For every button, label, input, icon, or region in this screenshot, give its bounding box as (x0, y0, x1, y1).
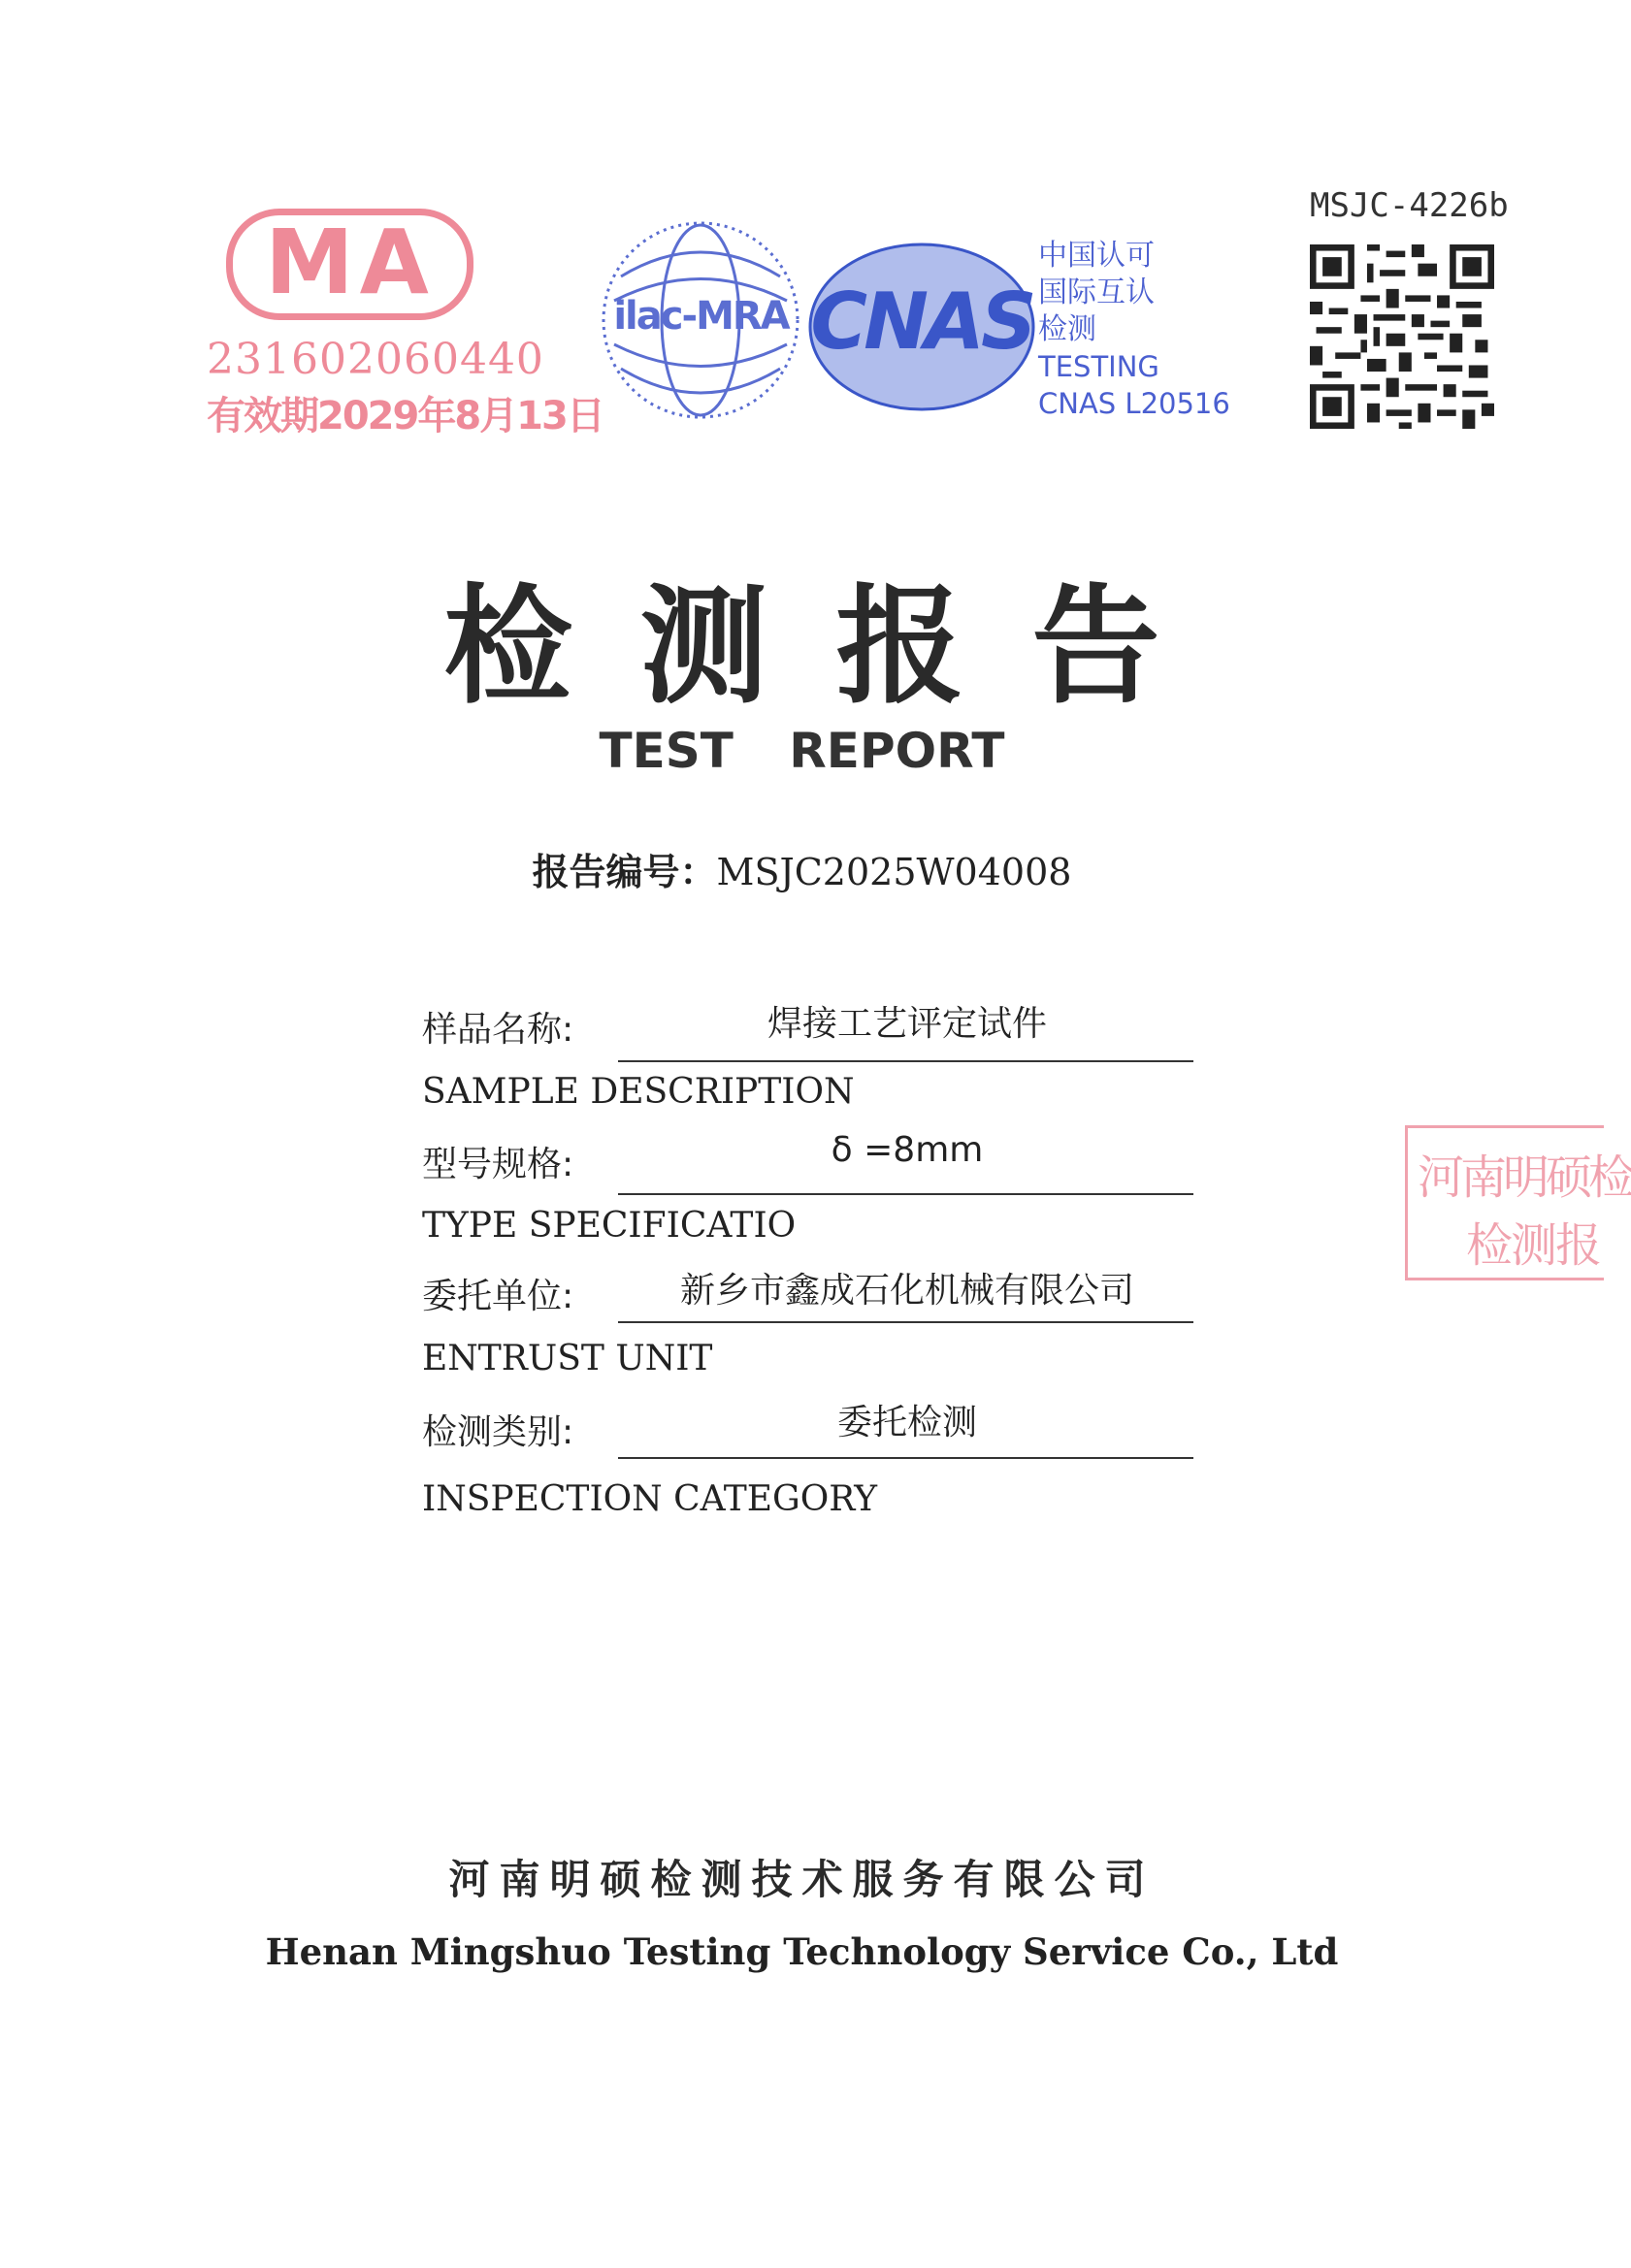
report-title-en: TEST REPORT (599, 723, 1005, 779)
ma-certificate-number: 231602060440 (207, 335, 544, 384)
cnas-line4: TESTING (1038, 350, 1159, 383)
company-name-cn: 河南明硕检测技术服务有限公司 (448, 1856, 1156, 1903)
cnas-logo-text: CNAS (810, 276, 1033, 367)
report-number-value: MSJC2025W04008 (716, 851, 1072, 893)
inspection-category-en-label: INSPECTION CATEGORY (422, 1479, 878, 1519)
type-spec-value: δ =8mm (831, 1130, 984, 1170)
seam-stamp-line1: 河南明硕检 (1418, 1150, 1631, 1205)
document-code: MSJC-4226b (1310, 186, 1509, 225)
seam-stamp (1405, 1125, 1631, 1280)
cnas-line5: CNAS L20516 (1038, 387, 1230, 420)
report-number (0, 842, 1604, 895)
report-number-label: 报告编号： (532, 851, 717, 893)
seam-stamp-line2: 检测报 (1466, 1218, 1601, 1273)
ilac-mra-text: ilac-MRA (613, 294, 789, 339)
cnas-line3: 检测 (1038, 312, 1096, 346)
cnas-accreditation-text (1038, 238, 1230, 422)
cnas-line1: 中国认可 (1038, 239, 1155, 273)
report-title-cn: 检测报告 (443, 571, 1228, 722)
type-specification-label: TYPE SPECIFICATIO (422, 1206, 797, 1246)
inspection-category-label: 检测类别: (422, 1412, 574, 1452)
sample-name-underline (618, 1060, 1193, 1062)
entrust-unit-underline (618, 1321, 1193, 1323)
ma-certification-stamp (199, 199, 603, 451)
sample-name-label: 样品名称: (422, 1010, 574, 1050)
entrust-unit-en-label: ENTRUST UNIT (422, 1339, 713, 1378)
company-name-en: Henan Mingshuo Testing Technology Service Co., Ltd (265, 1930, 1339, 1973)
sample-description-label: SAMPLE DESCRIPTION (422, 1072, 855, 1112)
ilac-mra-stamp (597, 209, 805, 432)
cnas-line2: 国际互认 (1038, 275, 1155, 309)
inspection-category-value: 委托检测 (836, 1403, 977, 1442)
type-spec-label: 型号规格: (422, 1145, 574, 1184)
sample-name-value: 焊接工艺评定试件 (767, 1004, 1047, 1044)
ma-validity-date: 有效期2029年8月13日 (207, 394, 603, 438)
cnas-stamp (805, 238, 1230, 432)
ma-logo: MA (226, 209, 473, 320)
entrust-unit-label: 委托单位: (422, 1277, 574, 1316)
type-spec-underline (618, 1193, 1193, 1195)
entrust-unit-value: 新乡市鑫成石化机械有限公司 (679, 1271, 1134, 1311)
inspection-category-underline (618, 1457, 1193, 1459)
qr-code-icon (1310, 244, 1494, 429)
